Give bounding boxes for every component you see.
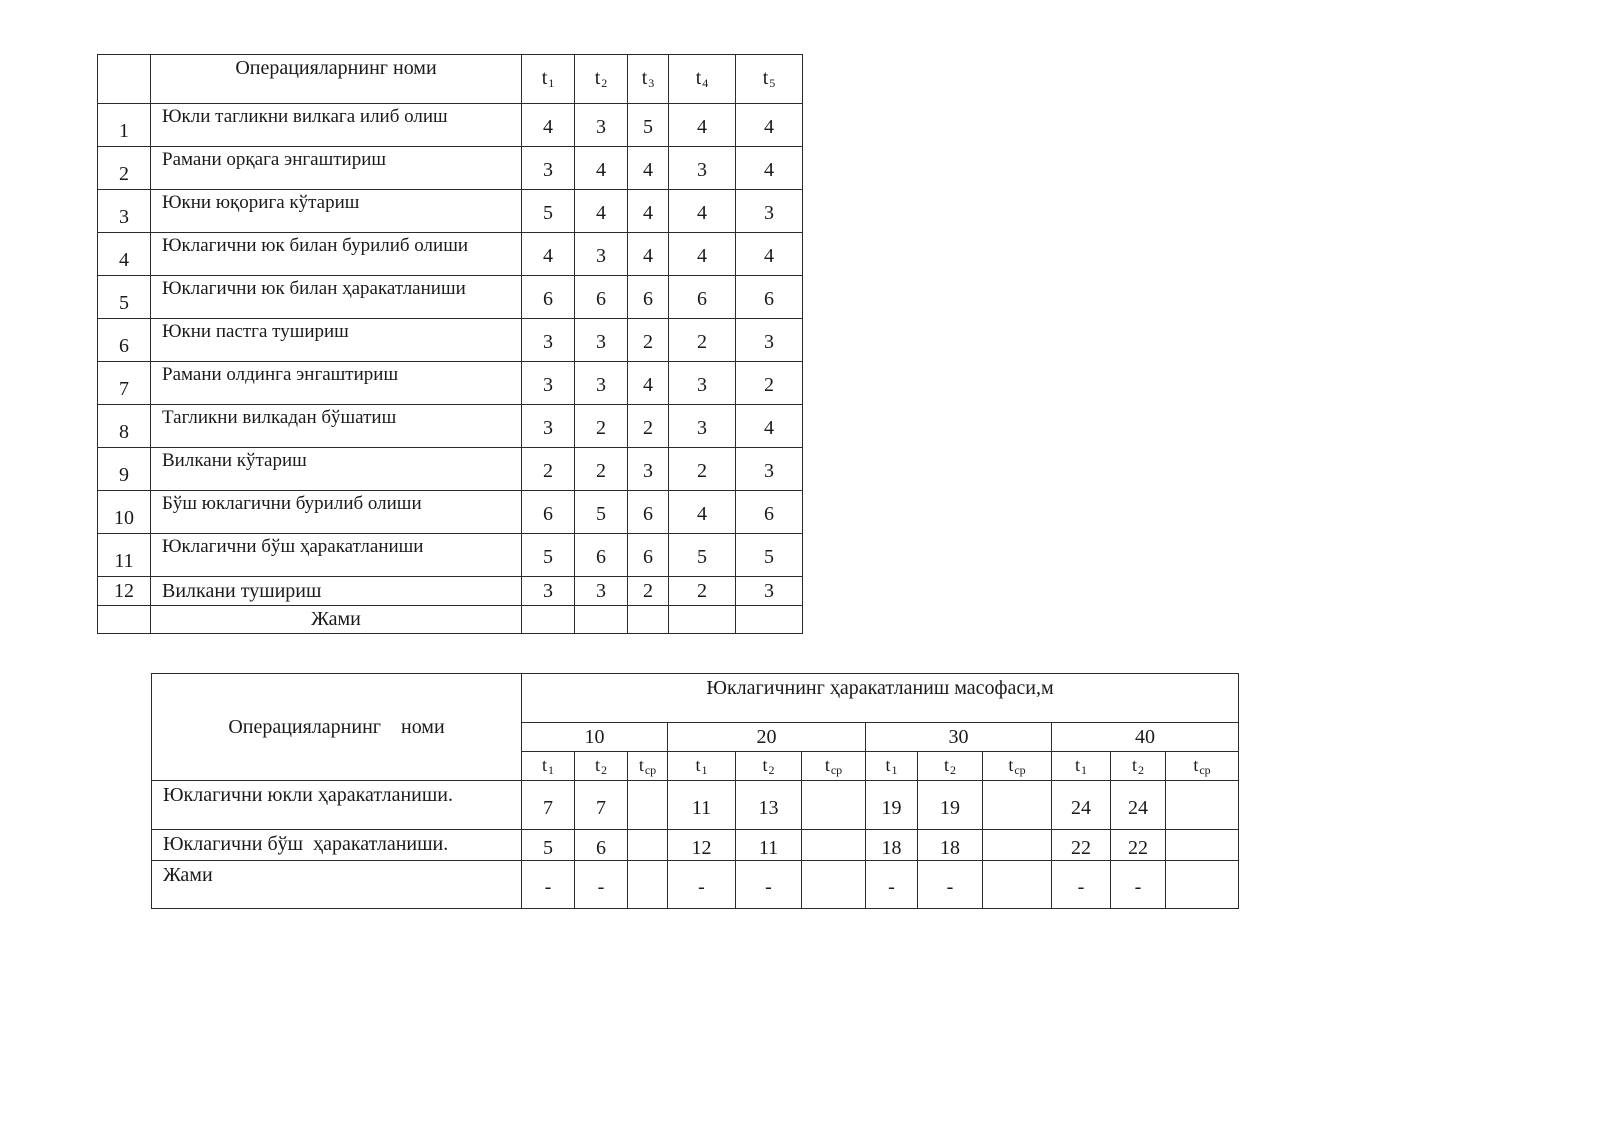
operation-name: Тагликни вилкадан бўшатиш <box>151 405 522 448</box>
time-value: - <box>1111 861 1166 909</box>
time-value <box>983 861 1052 909</box>
time-value: - <box>1052 861 1111 909</box>
operation-name: Юклагични юк билан бурилиб олиши <box>151 233 522 276</box>
time-value: 6 <box>736 276 803 319</box>
table-row <box>98 534 803 577</box>
time-value: 6 <box>736 491 803 534</box>
table1-header-t3 <box>628 55 669 104</box>
time-value: - <box>522 861 575 909</box>
col-sub: 1 <box>1081 763 1087 777</box>
operation-name: Юклагични юкли ҳаракатланиши. <box>152 781 522 830</box>
col-label: t <box>1074 755 1080 775</box>
time-value: 4 <box>575 190 628 233</box>
time-value: 7 <box>522 781 575 830</box>
sub-col-header <box>1111 752 1166 781</box>
col-sub: 2 <box>601 76 608 90</box>
time-value: 3 <box>575 233 628 276</box>
table-row <box>98 233 803 276</box>
time-value: 18 <box>866 830 918 861</box>
row-number: 3 <box>98 190 151 233</box>
table-row <box>98 190 803 233</box>
time-value: 6 <box>575 534 628 577</box>
table2-distance-header: Юклагичнинг ҳаракатланиш масофаси,м <box>522 674 1239 723</box>
table-row <box>98 448 803 491</box>
time-value: 4 <box>522 233 575 276</box>
operation-name: Юкни юқорига кўтариш <box>151 190 522 233</box>
name-header-text: Операцияларнинг номи <box>228 715 445 738</box>
time-value: 5 <box>736 534 803 577</box>
total-value-cell <box>669 606 736 634</box>
distance-time-table <box>151 673 1239 909</box>
row-number: 2 <box>98 147 151 190</box>
time-value: 3 <box>522 147 575 190</box>
sub-col-header <box>1052 752 1111 781</box>
time-value <box>802 781 866 830</box>
total-value-cell <box>575 606 628 634</box>
time-value <box>983 781 1052 830</box>
col-sub: 1 <box>548 763 554 777</box>
col-label: t <box>541 755 547 775</box>
operation-name: Юкни пастга тушириш <box>151 319 522 362</box>
time-value: 3 <box>522 405 575 448</box>
time-value: 2 <box>669 577 736 606</box>
time-value: 3 <box>522 319 575 362</box>
table2-header-name <box>152 674 522 781</box>
table1-total-row <box>98 606 803 634</box>
time-value: 6 <box>628 491 669 534</box>
time-value: 6 <box>628 534 669 577</box>
total-number-cell <box>98 606 151 634</box>
time-value: 2 <box>736 362 803 405</box>
time-value <box>802 861 866 909</box>
time-value: 4 <box>575 147 628 190</box>
table1-header-number <box>98 55 151 104</box>
time-value <box>802 830 866 861</box>
time-value: 2 <box>628 405 669 448</box>
col-sub: 4 <box>702 76 709 90</box>
table1-header-t1 <box>522 55 575 104</box>
time-value: 22 <box>1052 830 1111 861</box>
col-label: t <box>762 755 768 775</box>
time-value: 4 <box>736 104 803 147</box>
table-row <box>98 362 803 405</box>
time-value: 4 <box>736 147 803 190</box>
time-value <box>628 781 668 830</box>
col-label: t <box>762 67 769 89</box>
time-value: 3 <box>575 319 628 362</box>
col-label: t <box>943 755 949 775</box>
time-value: 4 <box>628 190 669 233</box>
row-number: 9 <box>98 448 151 491</box>
col-sub: 2 <box>950 763 956 777</box>
col-label: t <box>1008 755 1014 775</box>
time-value: 5 <box>575 491 628 534</box>
time-value: 12 <box>668 830 736 861</box>
time-value: 3 <box>669 147 736 190</box>
col-label: t <box>641 67 648 89</box>
time-value: 6 <box>628 276 669 319</box>
time-value: 7 <box>575 781 628 830</box>
table1-header-t5 <box>736 55 803 104</box>
time-value: 18 <box>918 830 983 861</box>
col-sub: 2 <box>768 763 775 777</box>
sub-col-header <box>628 752 668 781</box>
time-value: 2 <box>628 319 669 362</box>
col-sub: 5 <box>769 76 776 90</box>
sub-col-header <box>802 752 866 781</box>
row-number: 5 <box>98 276 151 319</box>
operation-name: Юклагични бўш ҳаракатланиши <box>151 534 522 577</box>
time-value: 4 <box>736 233 803 276</box>
time-value: 2 <box>669 319 736 362</box>
table-row <box>98 577 803 606</box>
table2-header-row-1 <box>152 674 1239 723</box>
distance-10: 10 <box>522 723 668 752</box>
col-label: t <box>594 755 600 775</box>
time-value: 19 <box>866 781 918 830</box>
time-value <box>1166 830 1239 861</box>
sub-col-header <box>866 752 918 781</box>
time-value: 19 <box>918 781 983 830</box>
time-value: 3 <box>669 405 736 448</box>
row-number: 1 <box>98 104 151 147</box>
time-value: 2 <box>575 448 628 491</box>
time-value: 24 <box>1052 781 1111 830</box>
col-sub: ср <box>1014 763 1026 777</box>
time-value: 13 <box>736 781 802 830</box>
time-value: 3 <box>736 190 803 233</box>
time-value: 5 <box>669 534 736 577</box>
time-value: 6 <box>575 276 628 319</box>
table2-body <box>152 781 1239 909</box>
col-sub: ср <box>644 763 657 777</box>
time-value <box>628 830 668 861</box>
table-row <box>98 104 803 147</box>
time-value: 5 <box>522 190 575 233</box>
row-number: 7 <box>98 362 151 405</box>
time-value: 3 <box>736 448 803 491</box>
time-value: 3 <box>522 577 575 606</box>
col-sub: 2 <box>601 763 607 777</box>
col-label: t <box>1193 755 1199 775</box>
time-value: - <box>668 861 736 909</box>
table1-body <box>98 104 803 606</box>
time-value: 3 <box>575 104 628 147</box>
col-label: t <box>541 67 548 89</box>
table-row <box>98 405 803 448</box>
row-number: 11 <box>98 534 151 577</box>
time-value: 24 <box>1111 781 1166 830</box>
table-row <box>152 861 1239 909</box>
time-value: 4 <box>628 147 669 190</box>
col-sub: 2 <box>1138 763 1144 777</box>
operation-name: Рамани олдинга энгаштириш <box>151 362 522 405</box>
operation-name: Бўш юклагични бурилиб олиши <box>151 491 522 534</box>
time-value: 2 <box>669 448 736 491</box>
time-value: 4 <box>669 491 736 534</box>
total-value-cell <box>736 606 803 634</box>
operation-name: Жами <box>152 861 522 909</box>
sub-col-header <box>736 752 802 781</box>
col-label: t <box>695 755 701 775</box>
time-value: - <box>918 861 983 909</box>
total-label: Жами <box>151 606 522 634</box>
time-value: 3 <box>736 319 803 362</box>
time-value <box>1166 781 1239 830</box>
time-value: 6 <box>522 276 575 319</box>
time-value: 6 <box>575 830 628 861</box>
time-value: 4 <box>522 104 575 147</box>
sub-col-header <box>1166 752 1239 781</box>
distance-30: 30 <box>866 723 1052 752</box>
col-label: t <box>1131 755 1137 775</box>
table1-header-t2 <box>575 55 628 104</box>
sub-col-header <box>668 752 736 781</box>
table-row <box>98 319 803 362</box>
time-value: 5 <box>522 534 575 577</box>
time-value: 2 <box>575 405 628 448</box>
time-value: - <box>575 861 628 909</box>
table1-header-t4 <box>669 55 736 104</box>
sub-col-header <box>983 752 1052 781</box>
row-number: 8 <box>98 405 151 448</box>
time-value: 3 <box>669 362 736 405</box>
time-value <box>983 830 1052 861</box>
time-value: 4 <box>628 233 669 276</box>
col-sub: 3 <box>648 76 655 90</box>
col-sub: ср <box>830 763 843 777</box>
operation-name: Юкли тагликни вилкага илиб олиш <box>151 104 522 147</box>
table-row <box>152 781 1239 830</box>
time-value: 5 <box>628 104 669 147</box>
operation-name: Вилкани кўтариш <box>151 448 522 491</box>
table-row <box>98 491 803 534</box>
time-value: 6 <box>522 491 575 534</box>
col-sub: 1 <box>891 763 898 777</box>
col-label: t <box>638 755 644 775</box>
time-value: 11 <box>668 781 736 830</box>
time-value: - <box>866 861 918 909</box>
sub-col-header <box>575 752 628 781</box>
time-value: 3 <box>575 362 628 405</box>
operation-name: Юклагични юк билан ҳаракатланиши <box>151 276 522 319</box>
time-value: 5 <box>522 830 575 861</box>
table-row <box>98 147 803 190</box>
col-label: t <box>695 67 702 89</box>
time-value: 11 <box>736 830 802 861</box>
sub-col-header <box>522 752 575 781</box>
operation-name: Рамани орқага энгаштириш <box>151 147 522 190</box>
operations-time-table <box>97 54 803 634</box>
distance-20: 20 <box>668 723 866 752</box>
row-number: 4 <box>98 233 151 276</box>
table1-header-row <box>98 55 803 104</box>
time-value: 6 <box>669 276 736 319</box>
time-value: 2 <box>628 577 669 606</box>
time-value <box>628 861 668 909</box>
col-sub: ср <box>1199 763 1211 777</box>
table1-header-name: Операцияларнинг номи <box>151 55 522 104</box>
operation-name: Юклагични бўш ҳаракатланиши. <box>152 830 522 861</box>
distance-40: 40 <box>1052 723 1239 752</box>
table-row <box>152 830 1239 861</box>
time-value: 22 <box>1111 830 1166 861</box>
col-label: t <box>885 755 891 775</box>
time-value: 3 <box>628 448 669 491</box>
time-value: - <box>736 861 802 909</box>
time-value: 3 <box>575 577 628 606</box>
col-sub: 1 <box>548 76 555 90</box>
row-number: 10 <box>98 491 151 534</box>
total-value-cell <box>628 606 669 634</box>
time-value: 4 <box>736 405 803 448</box>
time-value <box>1166 861 1239 909</box>
row-number: 12 <box>98 577 151 606</box>
time-value: 4 <box>669 104 736 147</box>
col-label: t <box>824 755 830 775</box>
table-row <box>98 276 803 319</box>
time-value: 4 <box>669 233 736 276</box>
total-value-cell <box>522 606 575 634</box>
time-value: 4 <box>669 190 736 233</box>
row-number: 6 <box>98 319 151 362</box>
sub-col-header <box>918 752 983 781</box>
col-sub: 1 <box>701 763 708 777</box>
time-value: 2 <box>522 448 575 491</box>
col-label: t <box>594 67 601 89</box>
time-value: 3 <box>522 362 575 405</box>
time-value: 4 <box>628 362 669 405</box>
time-value: 3 <box>736 577 803 606</box>
operation-name: Вилкани тушириш <box>151 577 522 606</box>
